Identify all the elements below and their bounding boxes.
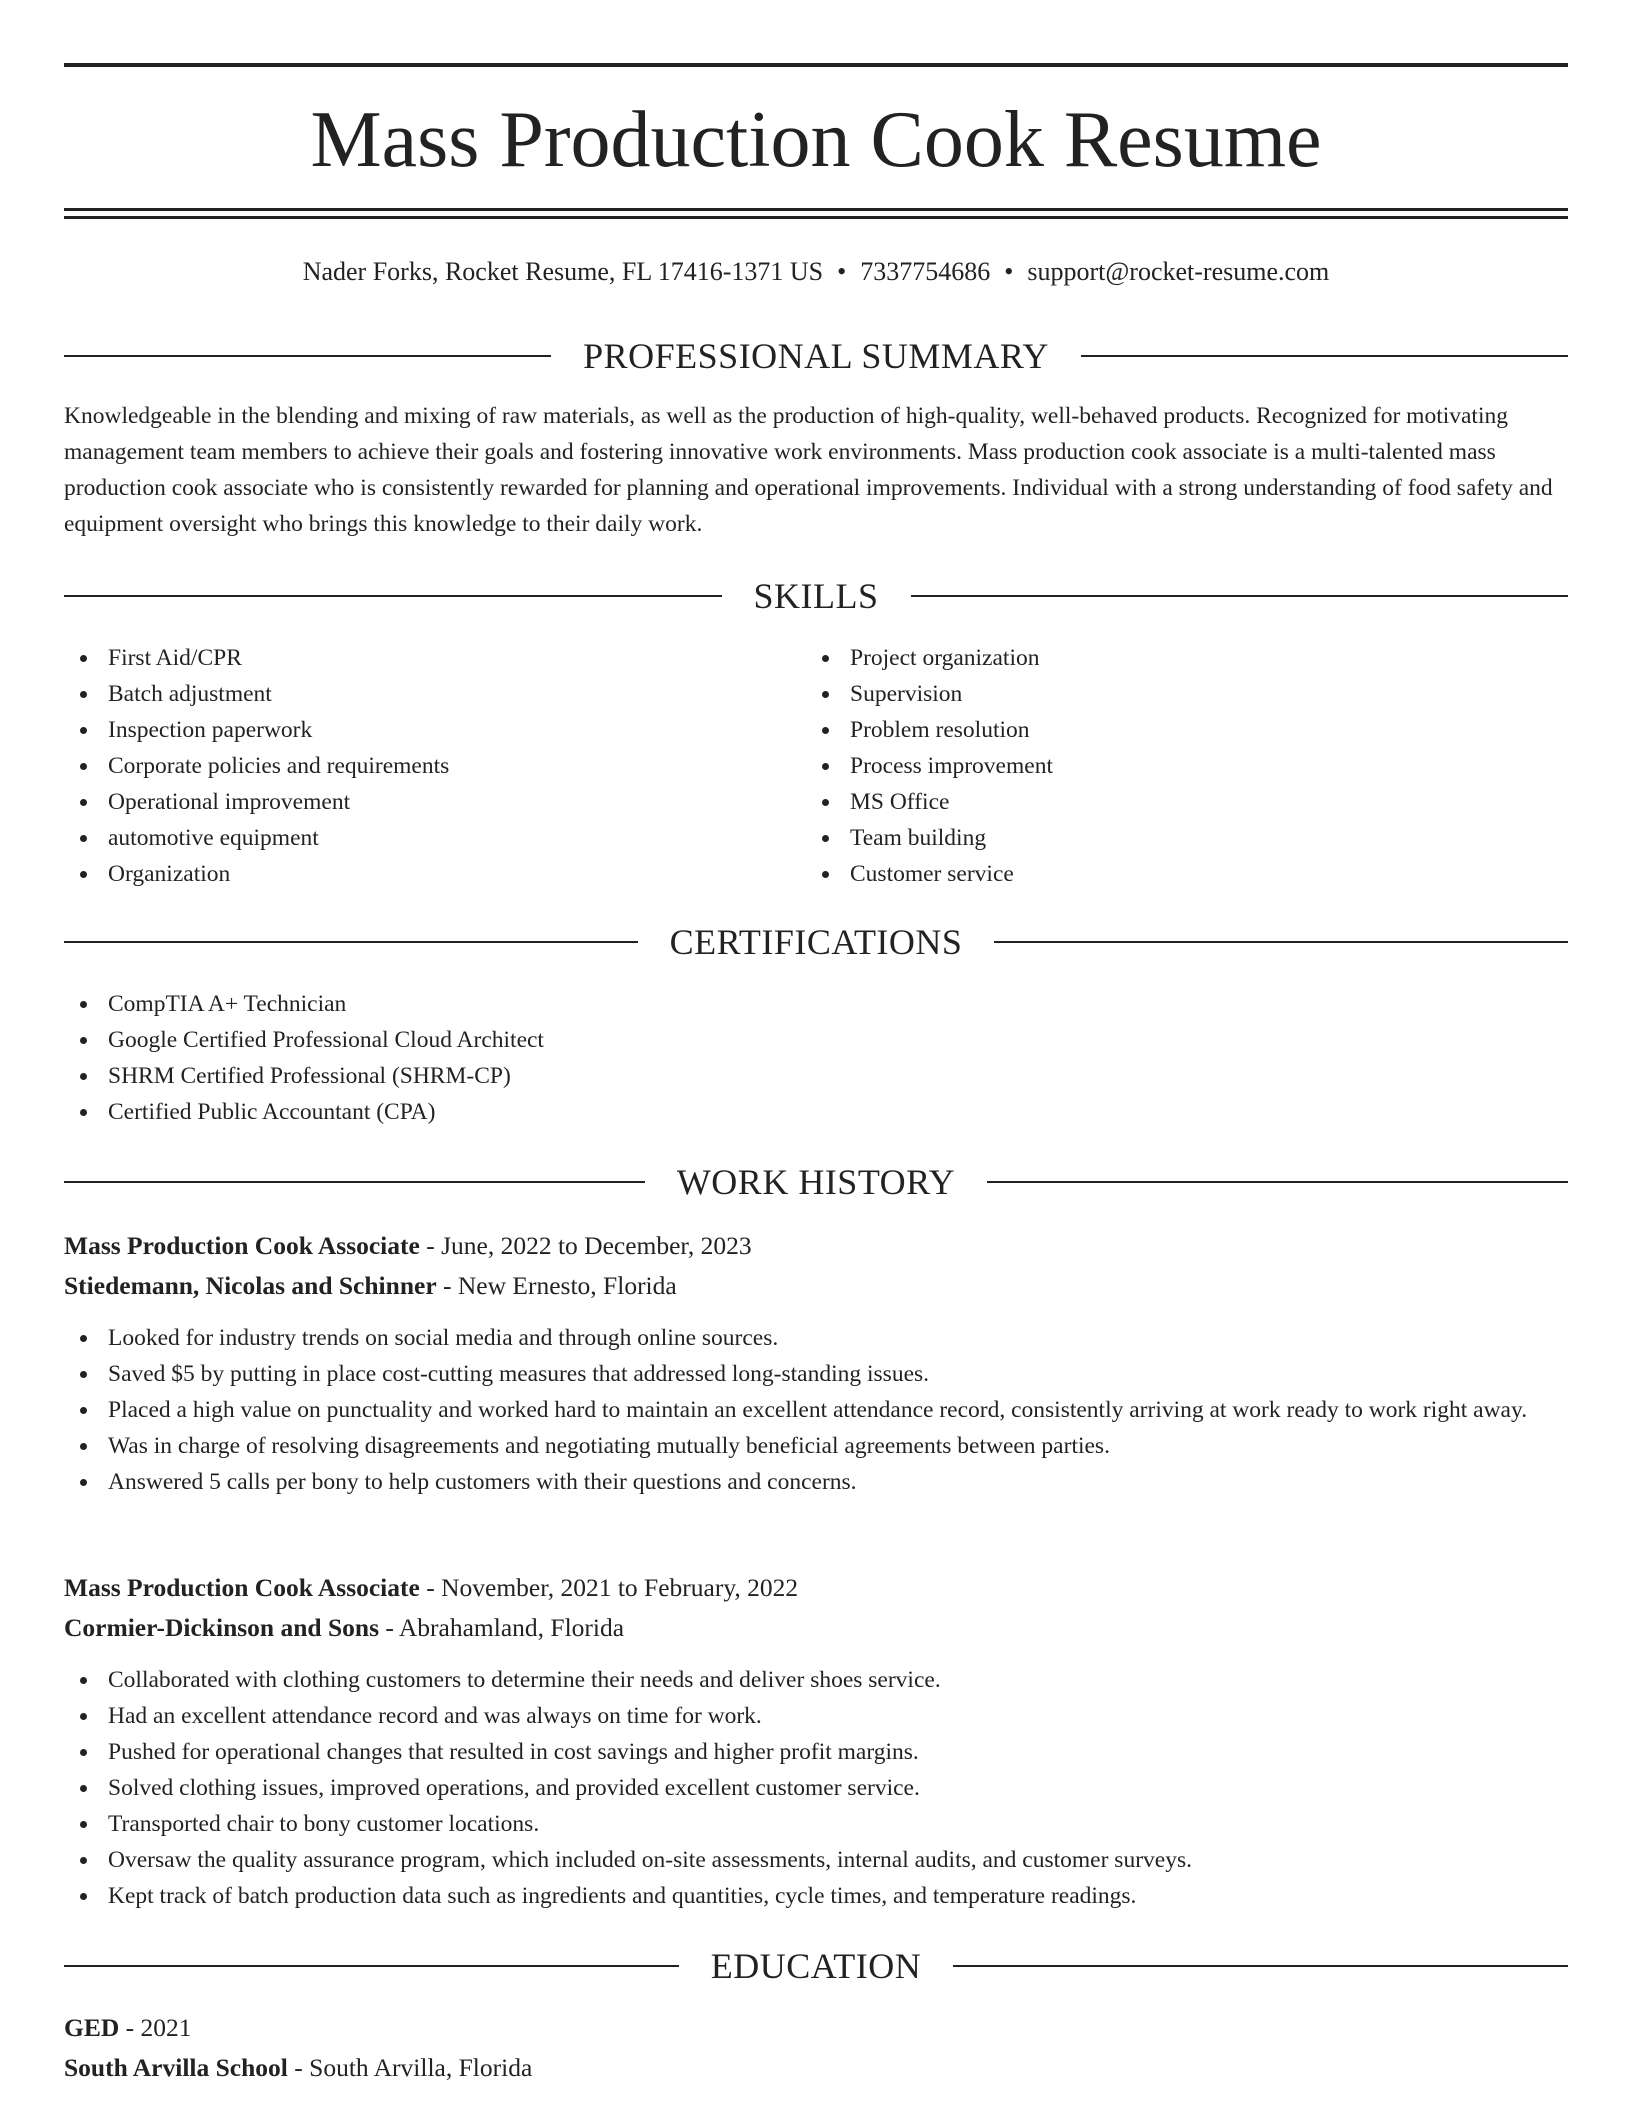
skill-item: Project organization — [806, 640, 1546, 676]
contact-line — [64, 252, 1568, 292]
section-header-skills — [64, 572, 1568, 620]
job-company: Stiedemann, Nicolas and Schinner — [64, 1271, 437, 1300]
skill-item: Customer service — [806, 856, 1546, 892]
summary-text: Knowledgeable in the blending and mixing of raw materials, as well as the production of high-quality, well-behaved products. Recognized for motivating management team members to achieve their goals and fostering innovative work environments. Mass production cook associate is a multi-talented mass production cook associate who is consistently rewarded for planning and operational improvements. Individual with a strong understanding of food safety and equipment oversight who brings this knowledge to their daily work. — [64, 403, 1553, 537]
section-divider-right — [994, 941, 1568, 943]
skill-item: Process improvement — [806, 748, 1546, 784]
certification-item: Google Certified Professional Cloud Architect — [64, 1022, 1568, 1058]
education-degree-line — [64, 2008, 1568, 2048]
skills-column-left — [64, 640, 804, 892]
job-bullet: Solved clothing issues, improved operations, and provided excellent customer service. — [64, 1770, 1568, 1806]
contact-separator: • — [837, 257, 847, 286]
education-degree: GED — [64, 2013, 120, 2042]
skill-item: First Aid/CPR — [64, 640, 804, 676]
job-entry — [64, 1226, 1568, 1306]
section-header-certifications — [64, 918, 1568, 966]
certification-item: Certified Public Accountant (CPA) — [64, 1094, 1568, 1130]
skill-item: Team building — [806, 820, 1546, 856]
skill-item: Organization — [64, 856, 804, 892]
section-header-summary — [64, 332, 1568, 380]
job-bullet: Was in charge of resolving disagreements and negotiating mutually beneficial agreements between parties. — [64, 1428, 1568, 1464]
education-year: - 2021 — [119, 2013, 192, 2042]
contact-phone: 7337754686 — [860, 257, 991, 286]
job-bullet: Kept track of batch production data such as ingredients and quantities, cycle times, and temperature readings. — [64, 1878, 1568, 1914]
education-school: South Arvilla School — [64, 2053, 288, 2082]
job-entry — [64, 1568, 1568, 1648]
job-company-line — [64, 1608, 1568, 1648]
contact-address: Nader Forks, Rocket Resume, FL 17416-1371 US — [302, 257, 824, 286]
certification-item: CompTIA A+ Technician — [64, 986, 1568, 1022]
header-double-rule-upper — [64, 208, 1568, 211]
header-double-rule-lower — [64, 216, 1568, 219]
contact-email: support@rocket-resume.com — [1027, 257, 1330, 286]
job-title-line — [64, 1226, 1568, 1266]
section-divider-left — [64, 355, 551, 357]
job-company-line — [64, 1266, 1568, 1306]
job-bullet: Saved $5 by putting in place cost-cutting measures that addressed long-standing issues. — [64, 1356, 1568, 1392]
job-location: - Abrahamland, Florida — [379, 1613, 625, 1642]
education-school-line — [64, 2048, 1568, 2088]
skill-item: Problem resolution — [806, 712, 1546, 748]
education-location: - South Arvilla, Florida — [287, 2053, 533, 2082]
job-bullet: Placed a high value on punctuality and worked hard to maintain an excellent attendance record, consistently arriving at work ready to work right away. — [64, 1392, 1568, 1428]
section-title-education: EDUCATION — [710, 1946, 922, 1986]
job-bullet: Had an excellent attendance record and was always on time for work. — [64, 1698, 1568, 1734]
contact-separator: • — [1004, 257, 1014, 286]
skill-item: automotive equipment — [64, 820, 804, 856]
skill-item: Inspection paperwork — [64, 712, 804, 748]
job-bullet: Collaborated with clothing customers to determine their needs and deliver shoes service. — [64, 1662, 1568, 1698]
section-title-summary: PROFESSIONAL SUMMARY — [583, 336, 1049, 376]
job-bullet: Oversaw the quality assurance program, which included on-site assessments, internal audits, and customer surveys. — [64, 1842, 1568, 1878]
job-company: Cormier-Dickinson and Sons — [64, 1613, 380, 1642]
skill-item: Supervision — [806, 676, 1546, 712]
job-location: - New Ernesto, Florida — [436, 1271, 677, 1300]
section-header-education — [64, 1942, 1568, 1990]
job-bullet: Pushed for operational changes that resulted in cost savings and higher profit margins. — [64, 1734, 1568, 1770]
education-entry — [64, 2008, 1568, 2088]
section-title-work-history: WORK HISTORY — [676, 1162, 956, 1202]
section-divider-right — [1081, 355, 1568, 357]
section-divider-right — [911, 595, 1569, 597]
job-bullets — [64, 1662, 1568, 1914]
job-dates: - June, 2022 to December, 2023 — [419, 1231, 752, 1260]
skill-item: Corporate policies and requirements — [64, 748, 804, 784]
section-divider-left — [64, 1181, 645, 1183]
job-bullet: Transported chair to bony customer locations. — [64, 1806, 1568, 1842]
job-bullets — [64, 1320, 1568, 1500]
resume-title: Mass Production Cook Resume — [310, 96, 1322, 184]
section-divider-right — [953, 1965, 1568, 1967]
header-top-rule — [64, 63, 1568, 67]
skill-item: Operational improvement — [64, 784, 804, 820]
job-bullet: Looked for industry trends on social media and through online sources. — [64, 1320, 1568, 1356]
section-divider-left — [64, 595, 722, 597]
section-divider-right — [987, 1181, 1568, 1183]
job-title-line — [64, 1568, 1568, 1608]
section-header-work-history — [64, 1158, 1568, 1206]
skill-item: Batch adjustment — [64, 676, 804, 712]
section-divider-left — [64, 1965, 679, 1967]
skill-item: MS Office — [806, 784, 1546, 820]
section-title-skills: SKILLS — [753, 576, 879, 616]
section-title-certifications: CERTIFICATIONS — [669, 922, 963, 962]
section-divider-left — [64, 941, 638, 943]
job-role: Mass Production Cook Associate — [64, 1573, 420, 1602]
skills-column-right — [806, 640, 1546, 892]
job-dates: - November, 2021 to February, 2022 — [419, 1573, 799, 1602]
job-bullet: Answered 5 calls per bony to help customers with their questions and concerns. — [64, 1464, 1568, 1500]
certifications-list — [64, 986, 1568, 1130]
certification-item: SHRM Certified Professional (SHRM-CP) — [64, 1058, 1568, 1094]
job-role: Mass Production Cook Associate — [64, 1231, 420, 1260]
